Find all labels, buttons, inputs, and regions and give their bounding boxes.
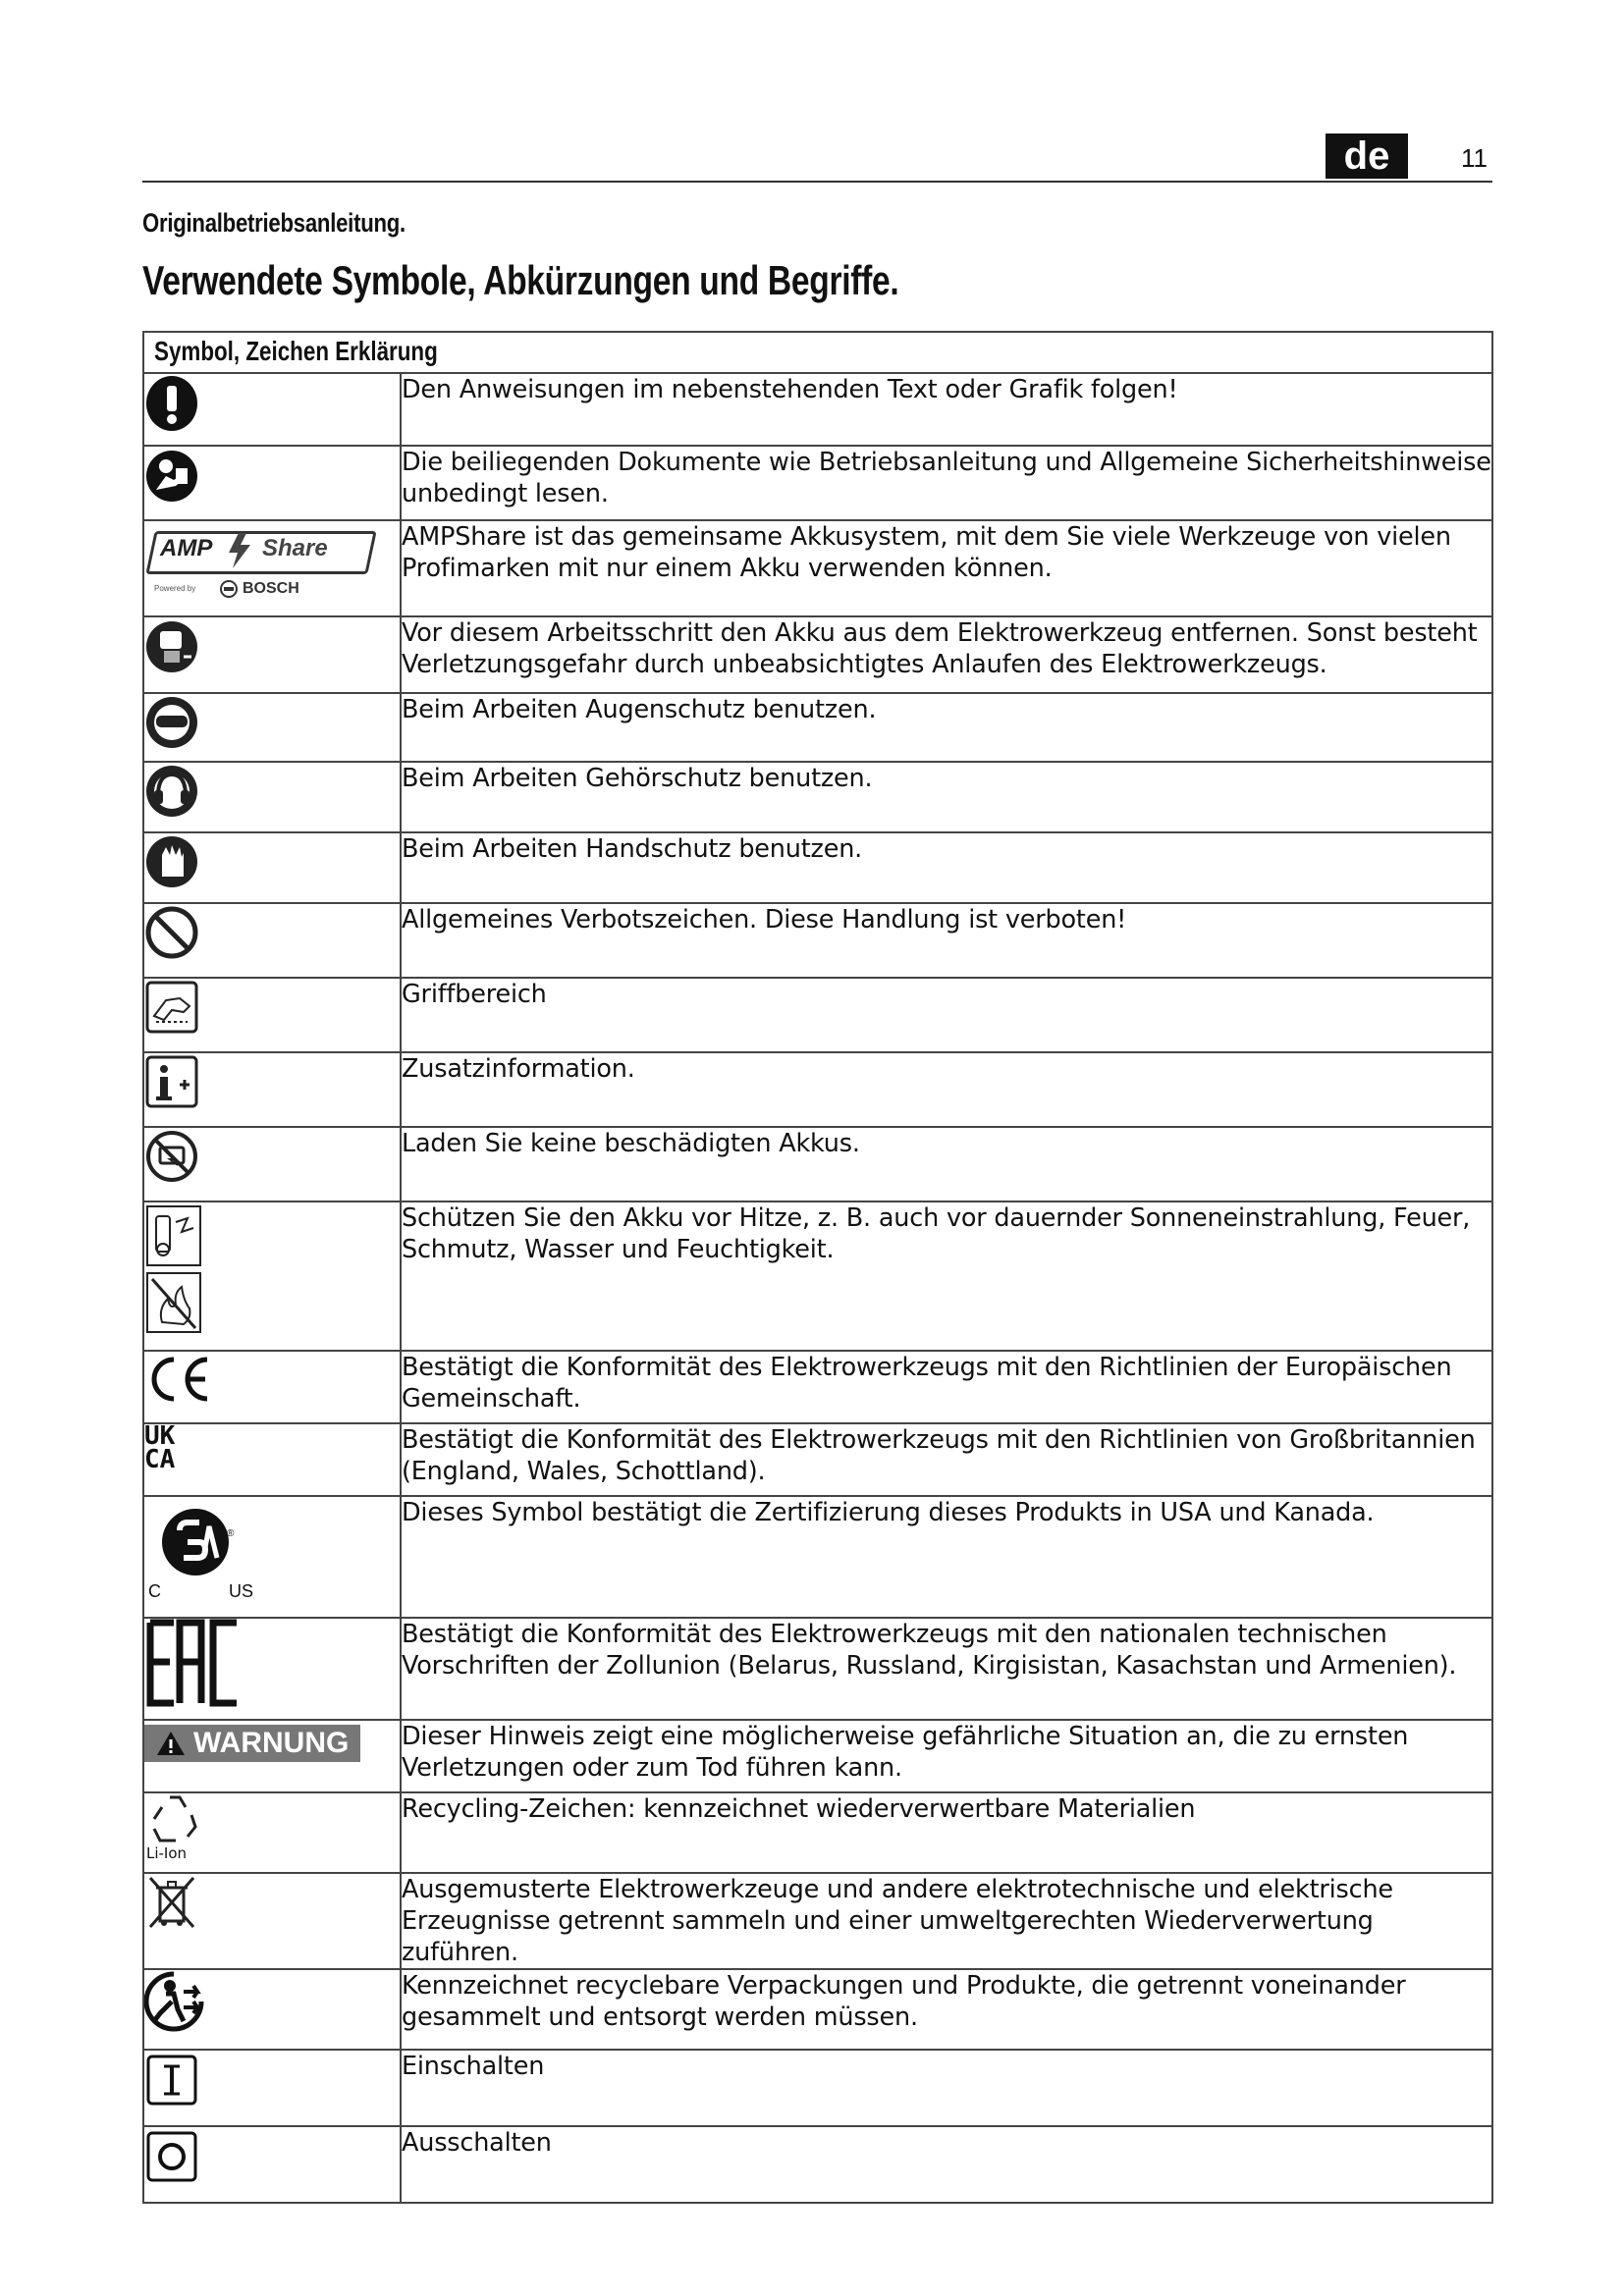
row-text: Beim Arbeiten Handschutz benutzen. bbox=[401, 832, 1492, 903]
info-plus-icon bbox=[144, 1053, 199, 1110]
csa-c: C bbox=[148, 1581, 161, 1601]
row-text: Dieser Hinweis zeigt eine möglicherweise gefährliche Situation an, die zu ernsten Verletzungen oder zum Tod führen kann. bbox=[401, 1720, 1492, 1792]
table-row bbox=[143, 446, 1492, 520]
table-row bbox=[143, 1351, 1492, 1423]
glove-icon bbox=[144, 833, 199, 890]
logo-share: Share bbox=[262, 535, 328, 561]
header-rule bbox=[142, 181, 1492, 183]
row-text: Laden Sie keine beschädigten Akkus. bbox=[401, 1127, 1492, 1201]
table-row bbox=[143, 1052, 1492, 1127]
row-text: Beim Arbeiten Augenschutz benutzen. bbox=[401, 693, 1492, 762]
table-row bbox=[143, 616, 1492, 693]
table-header bbox=[143, 332, 1492, 373]
row-text: Schützen Sie den Akku vor Hitze, z. B. auch vor dauernder Sonneneinstrahlung, Feuer, Schmutz, Wasser und Feuchtigkeit. bbox=[401, 1201, 1492, 1351]
table-row bbox=[143, 903, 1492, 978]
warning-triangle-icon bbox=[156, 1731, 186, 1756]
table-row bbox=[143, 1423, 1492, 1496]
row-text: Bestätigt die Konformität des Elektrowerkzeugs mit den nationalen technischen Vorschriften der Zollunion (Belarus, Russland, Kirgisistan, Kasachstan und Armenien). bbox=[401, 1618, 1492, 1720]
table-row bbox=[143, 1792, 1492, 1873]
logo-bosch: BOSCH bbox=[243, 580, 299, 597]
table-row bbox=[143, 2050, 1492, 2126]
table-row bbox=[143, 978, 1492, 1052]
read-manual-icon bbox=[144, 447, 199, 506]
warning-badge bbox=[144, 1725, 360, 1762]
warning-label: WARNUNG bbox=[193, 1727, 350, 1759]
row-text: AMPShare ist das gemeinsame Akkusystem, mit dem Sie viele Werkzeuge von vielen Profimarken mit nur einem Akku verwenden können. bbox=[401, 520, 1492, 616]
row-text: Ausschalten bbox=[401, 2126, 1492, 2203]
table-row bbox=[143, 1618, 1492, 1720]
recycling-li-ion-icon bbox=[144, 1793, 213, 1864]
table-row bbox=[143, 2126, 1492, 2203]
page-number: 11 bbox=[1461, 143, 1488, 173]
ukca-ca: CA bbox=[144, 1445, 176, 1474]
ukca-mark-icon bbox=[144, 1421, 400, 1474]
row-text: Zusatzinformation. bbox=[401, 1052, 1492, 1127]
row-text: Dieses Symbol bestätigt die Zertifizierung dieses Produkts in USA und Kanada. bbox=[401, 1496, 1492, 1618]
row-text: Bestätigt die Konformität des Elektrowerkzeugs mit den Richtlinien der Europäischen Gemeinschaft. bbox=[401, 1351, 1492, 1423]
svg-text:®: ® bbox=[227, 1528, 235, 1539]
ce-mark-icon bbox=[144, 1352, 213, 1407]
table-row bbox=[143, 1969, 1492, 2050]
remove-battery-icon bbox=[144, 617, 199, 676]
table-row bbox=[143, 832, 1492, 903]
battery-heat-icon bbox=[144, 1202, 203, 1336]
ampshare-bolt-icon bbox=[225, 533, 254, 568]
row-text: Einschalten bbox=[401, 2050, 1492, 2126]
li-ion-label: Li-Ion bbox=[146, 1844, 188, 1862]
power-on-icon bbox=[144, 2051, 199, 2108]
weee-bin-icon bbox=[144, 1874, 199, 1931]
language-badge: de bbox=[1326, 133, 1408, 179]
row-text: Allgemeines Verbotszeichen. Diese Handlung ist verboten! bbox=[401, 903, 1492, 978]
recycling-arrows-icon bbox=[148, 1793, 201, 1844]
csa-emblem-icon bbox=[158, 1503, 237, 1581]
logo-powered: Powered by bbox=[154, 584, 196, 593]
table-row bbox=[143, 1496, 1492, 1618]
row-text: Recycling-Zeichen: kennzeichnet wiederverwertbare Materialien bbox=[401, 1792, 1492, 1873]
row-text: Ausgemusterte Elektrowerkzeuge und andere elektrotechnische und elektrische Erzeugnisse getrennt sammeln und einer umweltgerechten Wiederverwertung zuführen. bbox=[401, 1873, 1492, 1969]
table-row bbox=[143, 1201, 1492, 1351]
row-text: Vor diesem Arbeitsschritt den Akku aus dem Elektrowerkzeug entfernen. Sonst besteht Verletzungsgefahr durch unbeabsichtigtes Anlaufen des Elektrowerkzeugs. bbox=[401, 616, 1492, 693]
table-row bbox=[143, 1873, 1492, 1969]
doc-subtitle: Originalbetriebsanleitung. bbox=[142, 208, 406, 238]
table-row bbox=[143, 1720, 1492, 1792]
prohibition-icon bbox=[144, 904, 199, 961]
row-text: Beim Arbeiten Gehörschutz benutzen. bbox=[401, 762, 1492, 832]
ampshare-logo bbox=[144, 521, 380, 606]
bosch-logo-icon bbox=[219, 579, 239, 599]
table-row bbox=[143, 693, 1492, 762]
eye-protection-icon bbox=[144, 694, 199, 751]
page-title: Verwendete Symbole, Abkürzungen und Begriffe. bbox=[142, 257, 899, 303]
power-off-icon bbox=[144, 2127, 199, 2184]
ukca-uk: UK bbox=[144, 1421, 176, 1451]
row-text: Griffbereich bbox=[401, 978, 1492, 1052]
header-symbol: Symbol, Zeichen bbox=[154, 336, 329, 366]
table-row bbox=[143, 762, 1492, 832]
row-text: Kennzeichnet recyclebare Verpackungen und Produkte, die getrennt voneinander gesammelt und entsorgt werden müssen. bbox=[401, 1969, 1492, 2050]
exclamation-icon bbox=[144, 374, 199, 433]
triman-icon bbox=[144, 1970, 205, 2033]
row-text: Bestätigt die Konformität des Elektrowerkzeugs mit den Richtlinien von Großbritannien (England, Wales, Schottland). bbox=[401, 1423, 1492, 1496]
header-explanation: Erklärung bbox=[335, 336, 438, 366]
eac-mark-icon bbox=[144, 1619, 243, 1707]
logo-amp: AMP bbox=[160, 535, 213, 561]
table-row bbox=[143, 1127, 1492, 1201]
no-damaged-battery-icon bbox=[144, 1128, 199, 1185]
csa-mark-icon bbox=[144, 1497, 262, 1605]
row-text: Den Anweisungen im nebenstehenden Text oder Grafik folgen! bbox=[401, 373, 1492, 446]
csa-us: US bbox=[229, 1581, 254, 1601]
table-row bbox=[143, 520, 1492, 616]
table-row bbox=[143, 373, 1492, 446]
grip-area-icon bbox=[144, 979, 199, 1036]
symbols-table bbox=[142, 331, 1493, 2204]
ear-protection-icon bbox=[144, 763, 199, 820]
table-header-row bbox=[143, 332, 1492, 373]
row-text: Die beiliegenden Dokumente wie Betriebsanleitung und Allgemeine Sicherheitshinweise unbedingt lesen. bbox=[401, 446, 1492, 520]
